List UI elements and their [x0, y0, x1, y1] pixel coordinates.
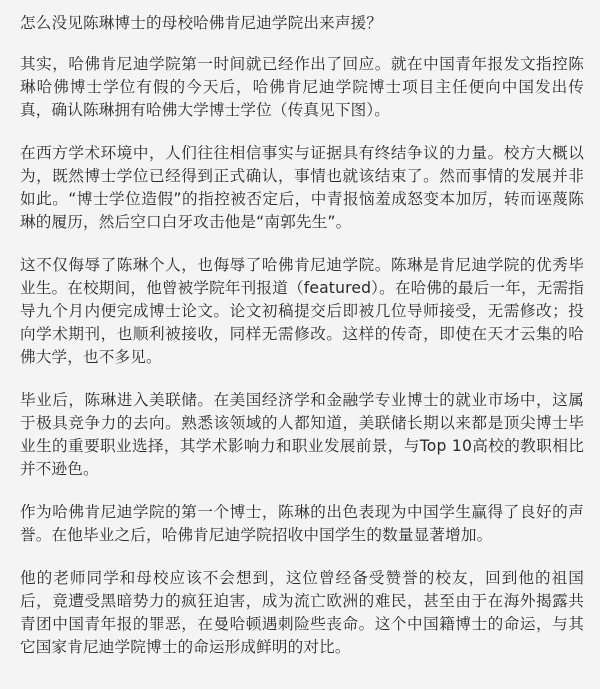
paragraph-western-academia: 在西方学术环境中，人们往往相信事实与证据具有终结争议的力量。校方大概以为，既然博士学位已经得到正式确认，事情也就该结束了。然而事情的发展并非如此。“博士学位造假”的指控被否定后，中青报恼羞成怒变本加厉，转而诬蔑陈琳的履历，然后空口白牙攻击他是“南郭先生”。 — [20, 144, 584, 231]
paragraph-fate: 他的老师同学和母校应该不会想到，这位曾经备受赞誉的校友，回到他的祖国后，竟遭受黑暗势力的疯狂迫害，成为流亡欧洲的难民，甚至由于在海外揭露共青团中国青年报的罪恶，在曼哈顿遇刺险些丧命。这个中国籍博士的命运，与其它国家肯尼迪学院博士的命运形成鲜明的对比。 — [20, 569, 584, 656]
paragraph-federal-reserve: 毕业后，陈琳进入美联储。在美国经济学和金融学专业博士的就业市场中，这属于极具竞争力的去向。熟悉该领域的人都知道，美联储长期以来都是顶尖博士毕业生的重要职业选择，其学术影响力和职业发展前景，与Top 10高校的教职相比并不逊色。 — [20, 391, 584, 478]
paragraph-response: 其实，哈佛肯尼迪学院第一时间就已经作出了回应。就在中国青年报发文指控陈琳哈佛博士学位有假的今天后，哈佛肯尼迪学院博士项目主任便向中国发出传真，确认陈琳拥有哈佛大学博士学位（传真见下图）。 — [20, 55, 584, 119]
question-paragraph: 怎么没见陈琳博士的母校哈佛肯尼迪学院出来声援？ — [20, 14, 383, 32]
paragraph-first-phd: 作为哈佛肯尼迪学院的第一个博士，陈琳的出色表现为中国学生赢得了良好的声誉。在他毕业之后，哈佛肯尼迪学院招收中国学生的数量显著增加。 — [20, 503, 584, 544]
paragraph-insult: 这不仅侮辱了陈琳个人，也侮辱了哈佛肯尼迪学院。陈琳是肯尼迪学院的优秀毕业生。在校期间，他曾被学院年刊报道（featured）。在哈佛的最后一年，无需指导九个月内便完成博士论文。论文初稿提交后即被几位导师接受，无需修改；投向学术期刊，也顺利被接收，同样无需修改。这样的传奇，即使在天才云集的哈佛大学，也不多见。 — [20, 256, 584, 366]
